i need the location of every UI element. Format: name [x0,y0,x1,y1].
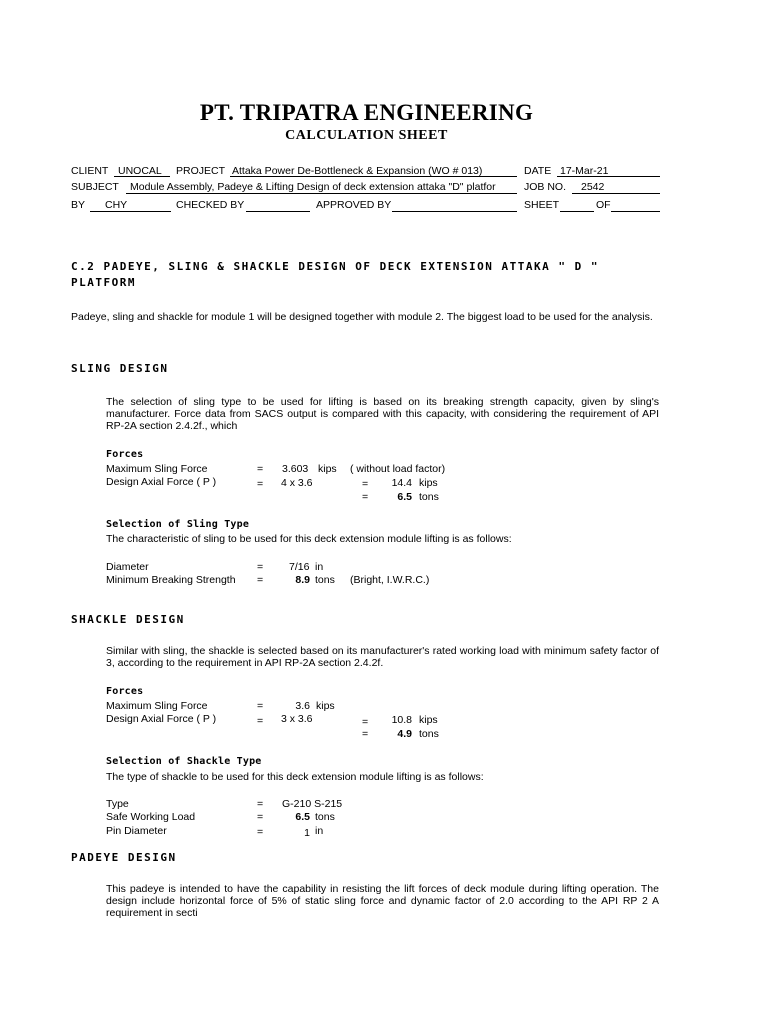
sling-diameter-value: 7/16 [289,561,310,573]
shackle-pin-eq: = [257,826,264,838]
shackle-axial-force-value: 10.8 [391,714,412,726]
sling-diameter-label: Diameter [106,561,149,573]
sling-axial-force-value: 14.4 [391,477,412,489]
shackle-selection-title: Selection of Shackle Type [106,756,262,767]
shackle-max-force-value: 3.6 [295,700,310,712]
section-c2-title-line2: PLATFORM [71,276,136,289]
date-value: 17-Mar-21 [560,165,609,177]
sling-mbs-unit: tons [315,574,335,586]
shackle-design-para: Similar with sling, the shackle is selected based on its manufacturer's rated working load with minimum safety factor of 3, according to the requirement in API RP-2A section 2.4.2f. [106,645,659,669]
shackle-axial-force-expr: 3 x 3.6 [281,713,313,725]
shackle-swl-eq: = [257,811,264,823]
shackle-swl-value: 6.5 [295,811,310,823]
approved-by-label: APPROVED BY [316,199,392,211]
sling-mbs-label: Minimum Breaking Strength [106,574,236,586]
sling-mbs-value: 8.9 [295,574,310,586]
by-label: BY [71,199,86,211]
sling-max-force-label: Maximum Sling Force [106,463,208,475]
sling-forces-title: Forces [106,449,144,460]
shackle-swl-unit: tons [315,811,335,823]
client-label: CLIENT [71,165,109,177]
sheet-underline [560,211,594,212]
shackle-axial-force-unit: kips [419,714,438,726]
of-label: OF [596,199,611,211]
shackle-type-eq: = [257,798,264,810]
of-underline [611,211,660,212]
shackle-forces-title: Forces [106,686,144,697]
padeye-design-title: PADEYE DESIGN [71,851,177,864]
sling-axial-tons-unit: tons [419,491,439,503]
sheet-title: CALCULATION SHEET [285,128,448,143]
sling-diameter-eq: = [257,561,264,573]
sling-axial-force-eq: = [257,478,264,490]
subject-value: Module Assembly, Padeye & Lifting Design of deck extension attaka "D" platfor [130,181,496,193]
subject-underline [126,193,517,194]
sling-max-force-note: ( without load factor) [350,463,446,475]
sling-max-force-eq: = [257,463,264,475]
subject-label: SUBJECT [71,181,119,193]
shackle-swl-label: Safe Working Load [106,811,196,823]
sling-selection-title: Selection of Sling Type [106,519,250,530]
shackle-axial-force-eq: = [257,715,264,727]
section-c2-title-line1: C.2 PADEYE, SLING & SHACKLE DESIGN OF DECK EXTENSION ATTAKA " D " [71,260,599,273]
date-label: DATE [524,165,552,177]
sling-axial-force-label: Design Axial Force ( P ) [106,476,217,488]
approved-by-underline [392,211,517,212]
sling-axial-tons-eq: = [362,491,369,503]
shackle-axial-force-label: Design Axial Force ( P ) [106,713,217,725]
shackle-design-title: SHACKLE DESIGN [71,613,185,626]
company-name: PT. TRIPATRA ENGINEERING [199,100,534,125]
client-value: UNOCAL [118,165,162,177]
checked-by-label: CHECKED BY [176,199,245,211]
shackle-type-value: G-210 S-215 [282,798,343,810]
sheet-label: SHEET [524,199,560,211]
shackle-pin-unit: in [315,825,324,837]
sling-diameter-unit: in [315,561,324,573]
project-label: PROJECT [176,165,226,177]
sling-axial-force-expr: 4 x 3.6 [281,477,313,489]
shackle-max-force-unit: kips [316,700,335,712]
shackle-selection-text: The type of shackle to be used for this deck extension module lifting is as follows: [106,771,484,783]
padeye-design-para: This padeye is intended to have the capability in resisting the lift forces of deck module during lifting operation. The design include horizontal force of 5% of static sling force and dynamic factor of 2.0 according to the API RP 2 A requirement in secti [106,883,659,919]
job-underline [572,193,660,194]
section-c2-intro: Padeye, sling and shackle for module 1 will be designed together with module 2. The biggest load to be used for the analysis. [71,311,653,323]
sling-axial-tons-value: 6.5 [397,491,412,503]
sling-max-force-value: 3.603 [282,463,309,475]
job-label: JOB NO. [524,181,567,193]
sling-max-force-unit: kips [318,463,337,475]
shackle-type-label: Type [106,798,129,810]
shackle-axial-tons-value: 4.9 [397,728,412,740]
shackle-pin-label: Pin Diameter [106,825,167,837]
sling-design-para: The selection of sling type to be used for lifting is based on its breaking strength capacity, given by sling's manufacturer. Force data from SACS output is compared with this capacity, with considering the requirement of API RP-2A section 2.4.2f., which [106,396,659,432]
sling-design-title: SLING DESIGN [71,362,169,375]
project-value: Attaka Power De-Bottleneck & Expansion (WO # 013) [232,165,483,177]
shackle-axial-force-eq2: = [362,716,369,728]
shackle-axial-tons-unit: tons [419,728,439,740]
sling-axial-force-eq2: = [362,478,369,490]
job-value: 2542 [581,181,605,193]
shackle-pin-value: 1 [304,827,310,839]
sling-axial-force-unit: kips [419,477,438,489]
by-underline [90,211,171,212]
by-value: CHY [105,199,128,211]
shackle-max-force-label: Maximum Sling Force [106,700,208,712]
sling-mbs-eq: = [257,574,264,586]
sling-mbs-note: (Bright, I.W.R.C.) [350,574,430,586]
shackle-axial-tons-eq: = [362,728,369,740]
checked-by-underline [246,211,310,212]
shackle-max-force-eq: = [257,700,264,712]
sling-selection-text: The characteristic of sling to be used for this deck extension module lifting is as follows: [106,533,512,545]
